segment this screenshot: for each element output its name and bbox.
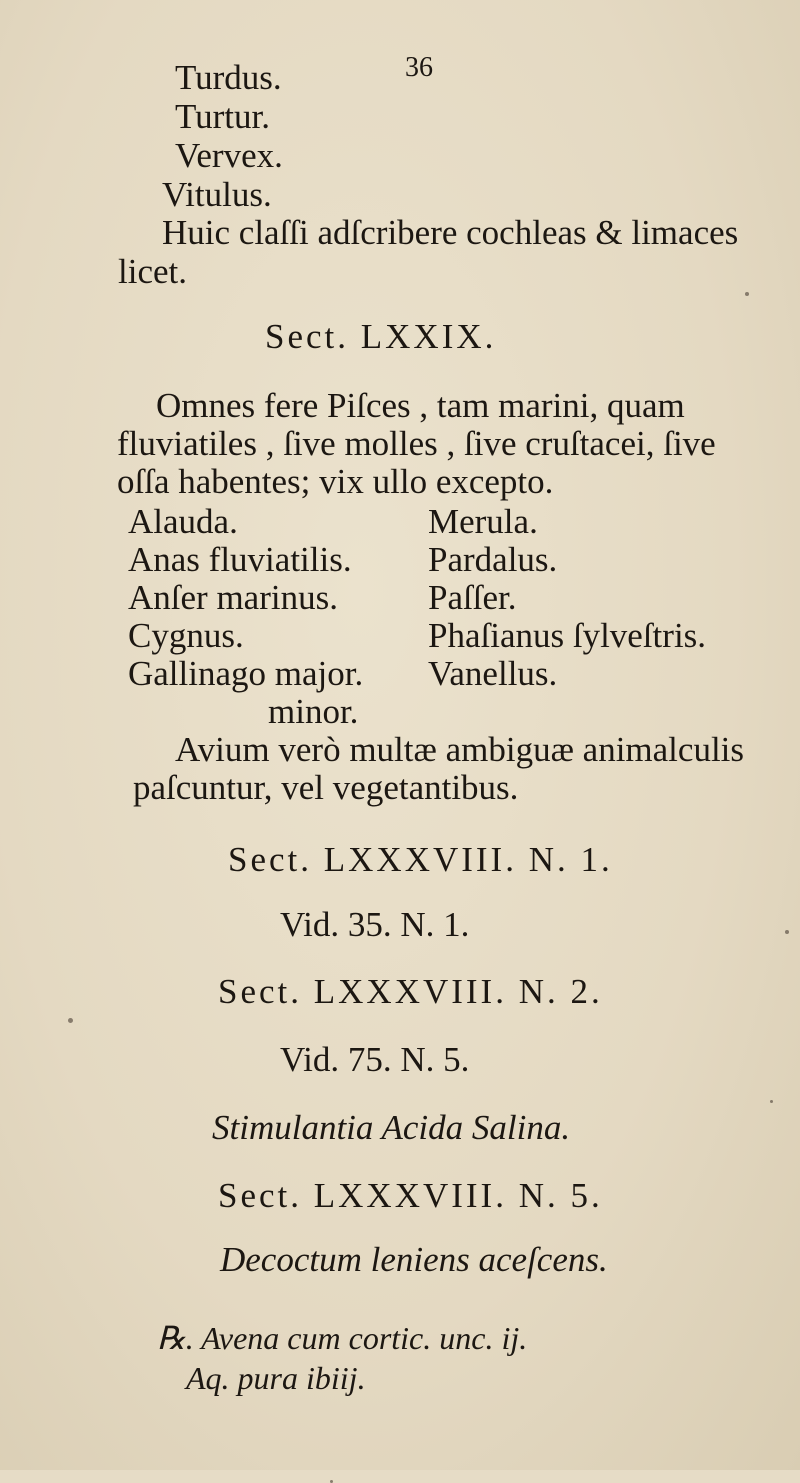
bird-left-5: Gallinago major. — [128, 654, 364, 693]
section-heading-88-1: Sect. LXXXVIII. N. 1. — [228, 840, 613, 879]
bird-left-4: Cygnus. — [128, 616, 244, 655]
paper-speck — [770, 1100, 773, 1103]
vid-reference-1: Vid. 35. N. 1. — [280, 905, 470, 944]
paragraph-1-line-2: fluviatiles , ſive molles , ſive cruſtacei, ſive — [117, 424, 716, 463]
decoctum-heading: Decoctum leniens aceſcens. — [220, 1240, 608, 1279]
bird-right-1: Merula. — [428, 502, 538, 541]
section-heading-79: Sect. LXXIX. — [265, 317, 497, 356]
bird-left-2: Anas fluviatilis. — [128, 540, 352, 579]
licet-line: licet. — [118, 252, 187, 291]
paragraph-1-line-3: oſſa habentes; vix ullo excepto. — [117, 462, 554, 501]
vid-reference-2: Vid. 75. N. 5. — [280, 1040, 470, 1079]
paragraph-1-line-1: Omnes fere Piſces , tam marini, quam — [156, 386, 685, 425]
section-heading-88-2: Sect. LXXXVIII. N. 2. — [218, 972, 603, 1011]
bird-right-5: Vanellus. — [428, 654, 558, 693]
bird-left-3: Anſer marinus. — [128, 578, 338, 617]
paper-speck — [68, 1018, 73, 1023]
paragraph-2-line-2: paſcuntur, vel vegetantibus. — [133, 768, 519, 807]
huic-line: Huic claſſi adſcribere cochleas & limaces — [162, 213, 739, 252]
page-number: 36 — [405, 52, 433, 83]
recipe-line-2: Aq. pura ibiij. — [186, 1360, 366, 1396]
list-item-turdus: Turdus. — [175, 58, 282, 97]
paragraph-2-line-1: Avium verò multæ ambiguæ animalculis — [175, 730, 745, 769]
bird-right-4: Phaſianus ſylveſtris. — [428, 616, 707, 655]
section-heading-88-5: Sect. LXXXVIII. N. 5. — [218, 1176, 603, 1215]
paper-speck — [745, 292, 749, 296]
paper-speck — [785, 930, 789, 934]
bird-right-3: Paſſer. — [428, 578, 517, 617]
list-item-turtur: Turtur. — [175, 97, 271, 136]
bird-left-minor: minor. — [268, 692, 359, 731]
recipe-line-1: ℞. Avena cum cortic. unc. ij. — [157, 1320, 528, 1356]
bird-right-2: Pardalus. — [428, 540, 558, 579]
list-item-vitulus: Vitulus. — [162, 175, 272, 214]
stimulantia-heading: Stimulantia Acida Salina. — [212, 1108, 571, 1147]
list-item-vervex: Vervex. — [175, 136, 283, 175]
bird-left-1: Alauda. — [128, 502, 238, 541]
